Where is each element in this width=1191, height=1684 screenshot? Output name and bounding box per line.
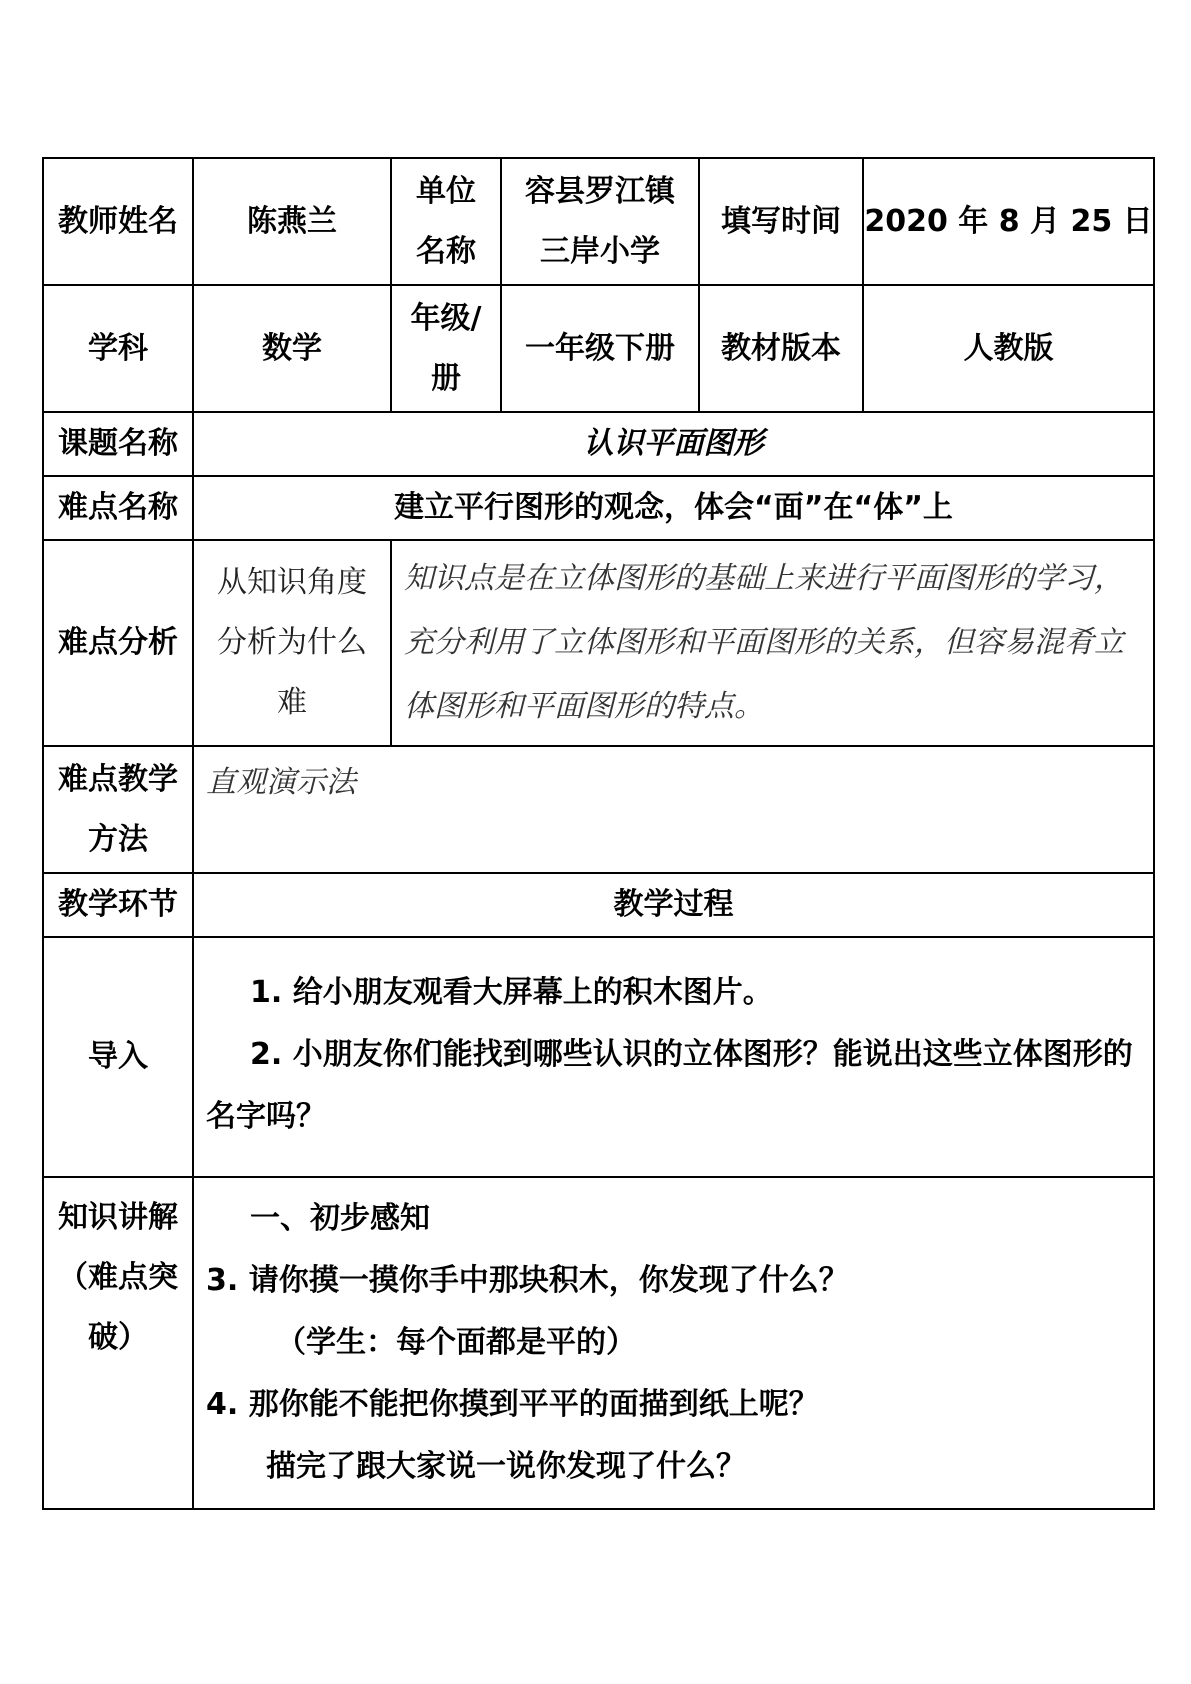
teacher-name-value: 陈燕兰: [193, 158, 391, 285]
lesson-plan-table: [42, 157, 1155, 1510]
difficulty-row: [43, 476, 1154, 540]
grade-label-line-2: 册: [431, 360, 461, 396]
unit-label-line-1: 单位: [416, 173, 476, 209]
knowledge-label: [43, 1177, 193, 1509]
unit-value-line-1: 容县罗江镇: [525, 173, 675, 209]
fill-date-value: 2020 年 8 月 25 日: [863, 158, 1154, 285]
header-row-1: [43, 158, 1154, 285]
analysis-sublabel-line-2: 分析为什么: [217, 625, 367, 660]
knowledge-label-line-2: （难点突: [58, 1260, 178, 1295]
unit-name-value: [501, 158, 699, 285]
knowledge-line-2: 3. 请你摸一摸你手中那块积木，你发现了什么？: [206, 1263, 849, 1298]
unit-value-line-2: 三岸小学: [540, 233, 660, 269]
header-row-2: [43, 285, 1154, 412]
knowledge-line-3: （学生：每个面都是平的）: [276, 1325, 636, 1360]
method-label-line-1: 难点教学: [58, 761, 178, 797]
edition-value: 人教版: [863, 285, 1154, 412]
knowledge-line-5: 描完了跟大家说一说你发现了什么？: [266, 1449, 746, 1484]
analysis-row: [43, 540, 1154, 746]
unit-name-label: [391, 158, 501, 285]
knowledge-content: [193, 1177, 1154, 1509]
method-value: 直观演示法: [193, 746, 1154, 873]
knowledge-line-1: 一、初步感知: [250, 1201, 430, 1236]
analysis-text: 知识点是在立体图形的基础上来进行平面图形的学习，充分利用了立体图形和平面图形的关系，但容易混肴立体图形和平面图形的特点。: [391, 540, 1154, 746]
grade-label: [391, 285, 501, 412]
subject-label: 学科: [43, 285, 193, 412]
knowledge-line-4: 4. 那你能不能把你摸到平平的面描到纸上呢？: [206, 1387, 819, 1422]
intro-line-1: 1. 给小朋友观看大屏幕上的积木图片。: [250, 975, 773, 1010]
difficulty-label: 难点名称: [43, 476, 193, 540]
process-header-row: [43, 873, 1154, 937]
subject-value: 数学: [193, 285, 391, 412]
topic-value: 认识平面图形: [193, 412, 1154, 476]
knowledge-row: [43, 1177, 1154, 1509]
intro-row: [43, 937, 1154, 1177]
topic-row: [43, 412, 1154, 476]
grade-value: 一年级下册: [501, 285, 699, 412]
method-label-line-2: 方法: [88, 821, 148, 857]
analysis-sublabel-line-3: 难: [277, 685, 307, 720]
process-stage-label: 教学环节: [43, 873, 193, 937]
difficulty-value: 建立平行图形的观念，体会“面”在“体”上: [193, 476, 1154, 540]
analysis-sublabel: [193, 540, 391, 746]
intro-label: 导入: [43, 937, 193, 1177]
edition-label: 教材版本: [699, 285, 863, 412]
unit-label-line-2: 名称: [416, 233, 476, 269]
fill-date-label: 填写时间: [699, 158, 863, 285]
topic-label: 课题名称: [43, 412, 193, 476]
method-label: [43, 746, 193, 873]
analysis-label: 难点分析: [43, 540, 193, 746]
method-row: [43, 746, 1154, 873]
knowledge-label-line-1: 知识讲解: [58, 1200, 178, 1235]
intro-content: [193, 937, 1154, 1177]
analysis-sublabel-line-1: 从知识角度: [217, 565, 367, 600]
intro-line-2: 2. 小朋友你们能找到哪些认识的立体图形？能说出这些立体图形的名字吗？: [206, 1037, 1133, 1134]
process-label: 教学过程: [193, 873, 1154, 937]
grade-label-line-1: 年级/: [410, 300, 482, 336]
teacher-name-label: 教师姓名: [43, 158, 193, 285]
knowledge-label-line-3: 破）: [88, 1320, 148, 1355]
